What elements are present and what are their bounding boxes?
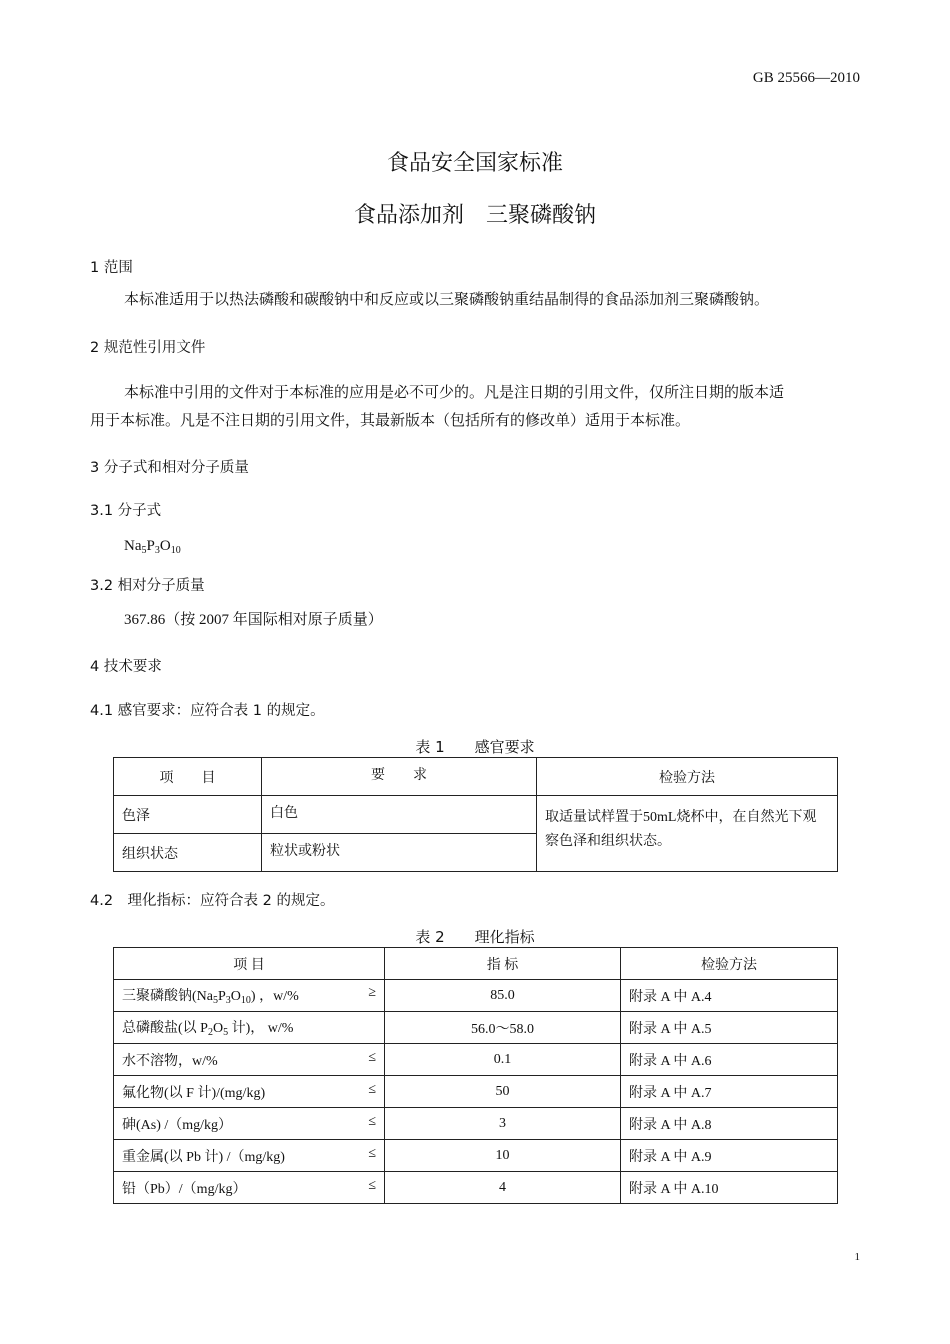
standard-code: GB 25566—2010	[752, 70, 860, 86]
section-2-line1: 本标准中引用的文件对于本标准的应用是必不可少的。凡是注日期的引用文件，仅所注日期的版本适	[124, 385, 785, 401]
row-value: 0.1	[385, 1044, 621, 1076]
header-value: 指 标	[385, 948, 621, 980]
relation-symbol: ≤	[368, 1177, 376, 1193]
row-value: 10	[385, 1140, 621, 1172]
section-4-2-text: 4.2 理化指标：应符合表 2 的规定。	[90, 893, 335, 909]
row-item: 总磷酸盐(以 $P_2O_5$ 计)， w/%	[114, 1012, 385, 1044]
row-value: 3	[385, 1108, 621, 1140]
section-4-1-text: 4.1 感官要求：应符合表 1 的规定。	[90, 703, 325, 719]
row-method: 附录 A 中 A.7	[621, 1076, 838, 1108]
relation-symbol: ≤	[368, 1049, 376, 1065]
table-row	[114, 1012, 838, 1044]
header-method: 检验方法	[537, 758, 838, 796]
molecular-formula: $Na_5P_3O_{10}$	[124, 538, 181, 556]
section-2-line2: 用于本标准。凡是不注日期的引用文件，其最新版本（包括所有的修改单）适用于本标准。	[90, 413, 691, 429]
relation-symbol: ≤	[368, 1081, 376, 1097]
table-1-caption: 表 1 感官要求	[415, 738, 535, 756]
header-item: 项 目	[114, 948, 385, 980]
row-method: 附录 A 中 A.10	[621, 1172, 838, 1204]
table-header-row	[114, 948, 838, 980]
molecular-mass: 367.86（按 2007 年国际相对原子质量）	[124, 612, 383, 628]
sensory-table	[113, 757, 838, 872]
row-value: 4	[385, 1172, 621, 1204]
header-method: 检验方法	[621, 948, 838, 980]
section-1-text: 本标准适用于以热法磷酸和碳酸钠中和反应或以三聚磷酸钠重结晶制得的食品添加剂三聚磷酸钠。	[124, 292, 770, 308]
physicochemical-table	[113, 947, 838, 1204]
row-item: 水不溶物，w/% ≤	[114, 1044, 385, 1076]
section-3-heading: 3 分子式和相对分子质量	[90, 460, 249, 476]
section-4-heading: 4 技术要求	[90, 659, 162, 675]
section-2-heading: 2 规范性引用文件	[90, 340, 206, 356]
page-number: 1	[854, 1251, 860, 1263]
table-header-row	[114, 758, 838, 796]
table-row	[114, 1140, 838, 1172]
relation-symbol: ≤	[368, 1145, 376, 1161]
row-value: 85.0	[385, 980, 621, 1012]
row-item: 铅（Pb）/（mg/kg） ≤	[114, 1172, 385, 1204]
method-cell: 取适量试样置于50mL烧杯中，在自然光下观察色泽和组织状态。	[537, 796, 838, 872]
row-method: 附录 A 中 A.6	[621, 1044, 838, 1076]
header-requirement: 要 求	[262, 758, 537, 796]
row-item: 氟化物(以 F 计)/(mg/kg) ≤	[114, 1076, 385, 1108]
table-row	[114, 1076, 838, 1108]
row-item: 重金属(以 Pb 计) /（mg/kg) ≤	[114, 1140, 385, 1172]
section-3-2-heading: 3.2 相对分子质量	[90, 578, 205, 594]
row-item: 砷(As) /（mg/kg） ≤	[114, 1108, 385, 1140]
document-title: 食品安全国家标准	[386, 151, 563, 176]
row-value: 50	[385, 1076, 621, 1108]
table-row	[114, 796, 838, 834]
relation-symbol: ≥	[368, 985, 376, 1000]
table-row	[114, 1172, 838, 1204]
row-method: 附录 A 中 A.5	[621, 1012, 838, 1044]
table-row	[114, 980, 838, 1012]
row-value: 56.0～58.0	[385, 1012, 621, 1044]
row-method: 附录 A 中 A.4	[621, 980, 838, 1012]
header-item: 项 目	[114, 758, 262, 796]
document-subtitle: 食品添加剂 三聚磷酸钠	[353, 203, 596, 228]
section-1-heading: 1 范围	[90, 260, 133, 276]
row-method: 附录 A 中 A.8	[621, 1108, 838, 1140]
table-2-caption: 表 2 理化指标	[415, 928, 535, 946]
row-item: 色泽	[114, 796, 262, 834]
relation-symbol: ≤	[368, 1113, 376, 1129]
row-requirement: 粒状或粉状	[262, 834, 537, 872]
table-row	[114, 1044, 838, 1076]
row-method: 附录 A 中 A.9	[621, 1140, 838, 1172]
row-requirement: 白色	[262, 796, 537, 834]
row-item: 三聚磷酸钠$(Na_5P_3O_{10})$ ，w/% ≥	[114, 980, 385, 1012]
row-item: 组织状态	[114, 834, 262, 872]
table-row	[114, 1108, 838, 1140]
section-3-1-heading: 3.1 分子式	[90, 503, 162, 519]
